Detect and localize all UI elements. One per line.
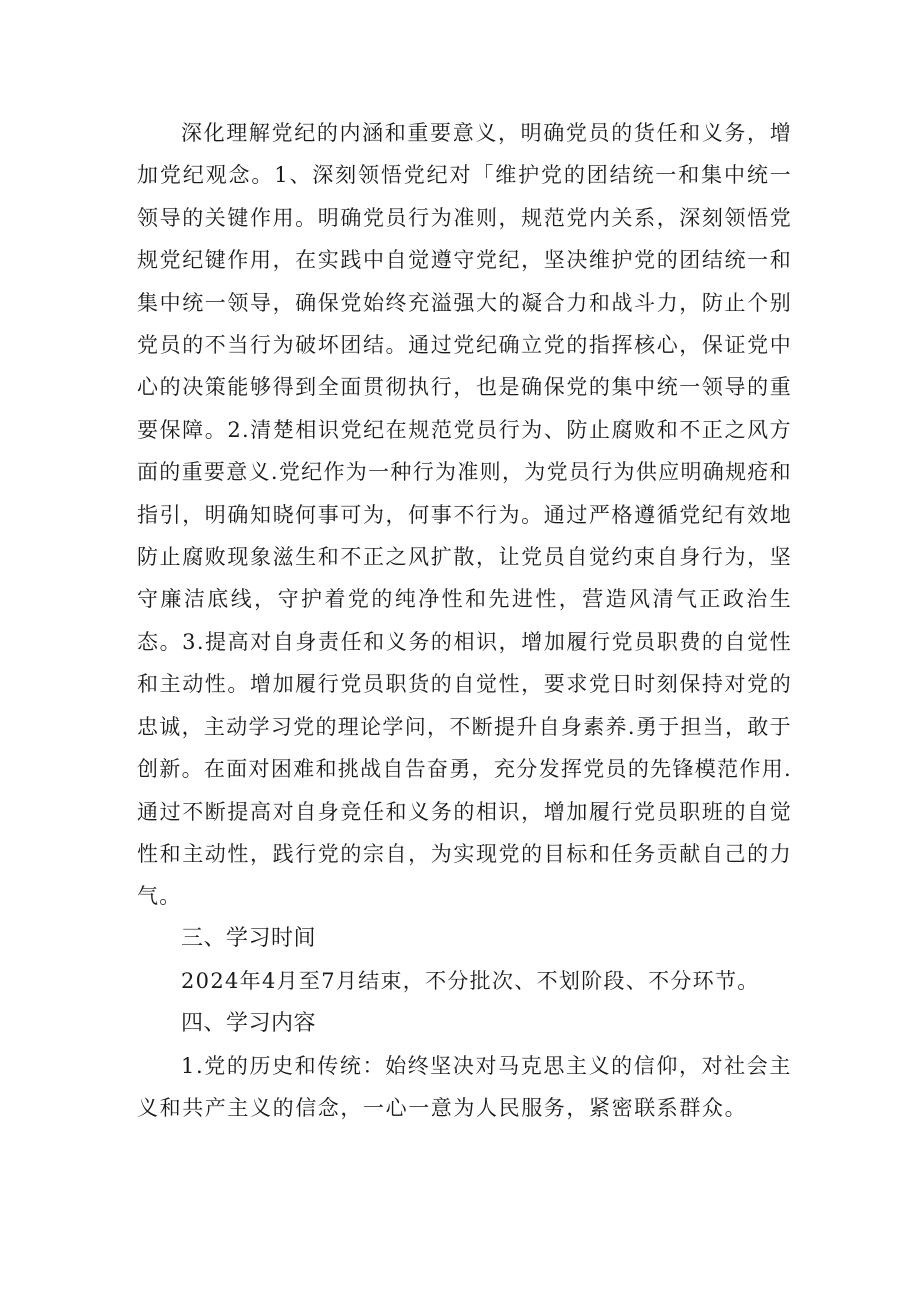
document-body bbox=[137, 112, 792, 1130]
section-heading-study-content: 四、学习内容 bbox=[181, 1010, 317, 1036]
section-heading-study-time: 三、学习时间 bbox=[181, 925, 317, 951]
body-paragraph-study-time: 2024年4月至7月结束，不分批次、不划阶段、不分环节。 bbox=[181, 969, 760, 994]
body-paragraph-party-history: 1.党的历史和传统：始终坚决对马克思主义的信仰，对社会主义和共产主义的信念，一心一意为人民服务，紧密联系群众。 bbox=[137, 1053, 792, 1121]
body-paragraph-discipline: 深化理解党纪的内涵和重要意义，明确党员的货任和义务，增加党纪观念。1、深刻领悟党纪对「维护党的团结统一和集中统一领导的关键作用。明确党员行为准则，规范党内关系，深刻领悟党规党纪键作用，在实践中自觉遵守党纪，坚决维护党的团结统一和集中统一领导，确保党始终充溢强大的凝合力和战斗力，防止个别党员的不当行为破坏团结。通过党纪确立党的指挥核心，保证党中心的决策能够得到全面贯彻执行，也是确保党的集中统一领导的重要保障。2.清楚相识党纪在规范党员行为、防止腐败和不正之风方面的重要意义.党纪作为一种行为准则，为党员行为供应明确规疮和指引，明确知晓何事可为，何事不行为。通过严格遵循党纪有效地防止腐败现象滋生和不正之风扩散，让党员自觉约束自身行为，坚守廉洁底线，守护着党的纯净性和先进性，营造风清气正政治生态。3.提高对自身责任和义务的相识，增加履行党员职费的自觉性和主动性。增加履行党员职货的自觉性，要求党日时刻保持对党的忠诚，主动学习党的理论学问，不断提升自身素养.勇于担当，敢于创新。在面对困难和挑战自告奋勇，充分发挥党员的先锋模范作用.通过不断提高对自身竞任和义务的相识，增加履行党员职班的自觉性和主动性，践行党的宗自，为实现党的目标和任务贡献自己的力气。 bbox=[137, 121, 792, 909]
